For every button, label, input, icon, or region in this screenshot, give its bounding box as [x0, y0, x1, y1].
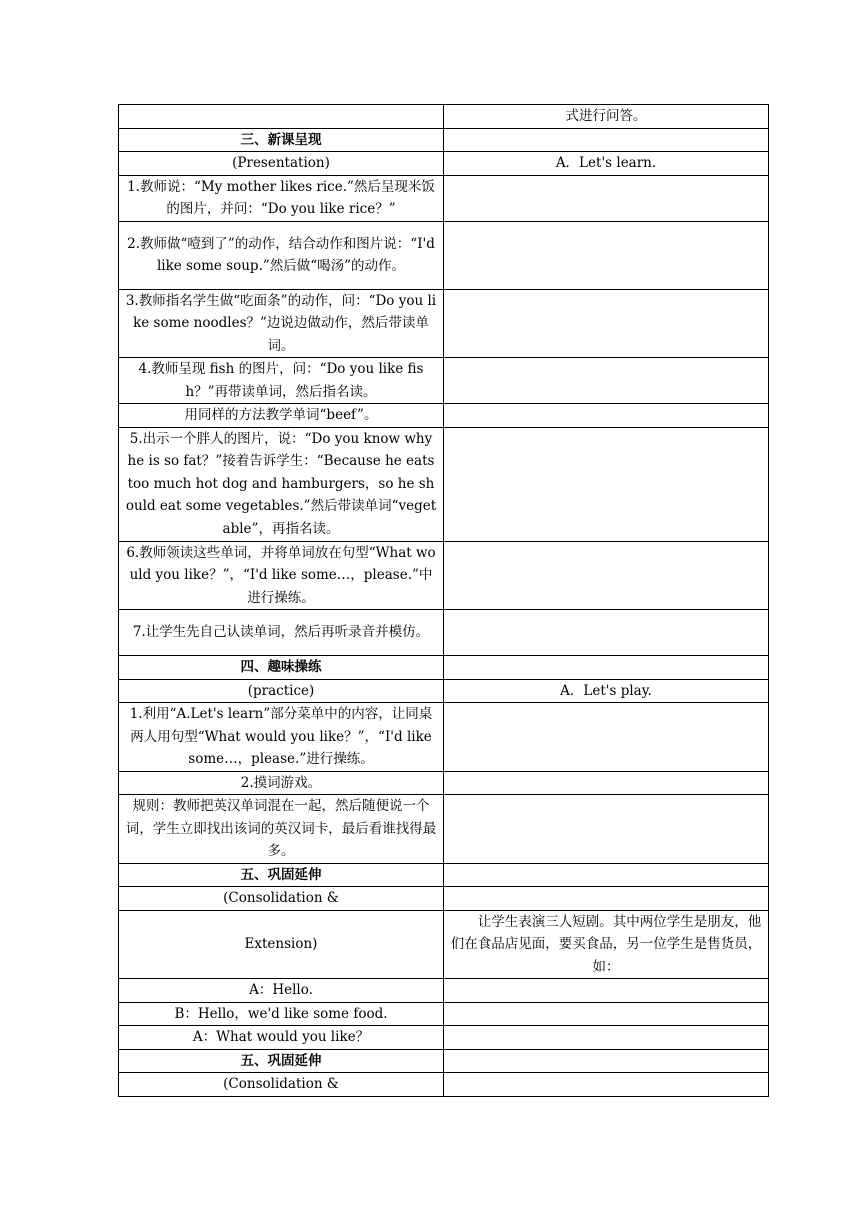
teaching-step-cell: 7.让学生先自己认读单词，然后再听录音并模仿。: [119, 610, 444, 656]
table-row: [119, 887, 769, 911]
table-row: [119, 175, 769, 221]
notes-cell: [444, 289, 769, 358]
table-row: [119, 771, 769, 795]
teaching-step-cell: 规则：教师把英汉单词混在一起，然后随便说一个词，学生立即找出该词的英汉词卡，最后看谁找得最多。: [119, 795, 444, 864]
notes-cell: [444, 358, 769, 404]
teaching-step-cell: (practice): [119, 679, 444, 703]
table-row: [119, 105, 769, 129]
table-row: [119, 427, 769, 541]
teaching-step-cell: (Consolidation &: [119, 887, 444, 911]
section-heading-cell: 三、新课呈现: [119, 128, 444, 152]
section-heading-cell: 五、巩固延伸: [119, 1049, 444, 1073]
notes-cell: [444, 863, 769, 887]
teaching-step-cell: 2.摸词游戏。: [119, 771, 444, 795]
table-row: [119, 1073, 769, 1097]
table-row: [119, 656, 769, 680]
table-row: [119, 679, 769, 703]
table-row: [119, 610, 769, 656]
teaching-step-cell: Extension): [119, 910, 444, 979]
notes-cell: [444, 427, 769, 541]
teaching-step-cell: 5.出示一个胖人的图片，说：“Do you know why he is so fat？”接着告诉学生：“Because he eats too much hot dog and hamburgers，so he should eat some vegetables.”然后带读单词“vegetable”，再指名读。: [119, 427, 444, 541]
notes-cell: [444, 703, 769, 772]
notes-cell: [444, 128, 769, 152]
table-row: [119, 221, 769, 289]
teaching-step-cell: 2.教师做“噎到了”的动作，结合动作和图片说：“I'd like some soup.”然后做“喝汤”的动作。: [119, 221, 444, 289]
table-row: [119, 1049, 769, 1073]
notes-cell: [444, 887, 769, 911]
section-heading-cell: 五、巩固延伸: [119, 863, 444, 887]
table-row: [119, 152, 769, 176]
notes-cell: [444, 656, 769, 680]
table-body: [119, 105, 769, 1097]
notes-cell: [444, 175, 769, 221]
notes-cell: [444, 795, 769, 864]
table-row: [119, 541, 769, 610]
table-row: [119, 910, 769, 979]
notes-cell: [444, 221, 769, 289]
notes-cell: [444, 541, 769, 610]
table-row: [119, 1026, 769, 1050]
notes-cell: 式进行问答。: [444, 105, 769, 129]
table-row: [119, 863, 769, 887]
lesson-plan-table: [118, 104, 769, 1097]
teaching-step-cell: 6.教师领读这些单词，并将单词放在句型“What would you like？”，“I'd like some…，please.”中进行操练。: [119, 541, 444, 610]
table-row: [119, 703, 769, 772]
teaching-step-cell: B：Hello，we'd like some food.: [119, 1002, 444, 1026]
notes-cell: [444, 979, 769, 1003]
notes-cell: A．Let's learn.: [444, 152, 769, 176]
section-heading-cell: 四、趣味操练: [119, 656, 444, 680]
table-row: [119, 1002, 769, 1026]
notes-cell: 让学生表演三人短剧。其中两位学生是朋友，他们在食品店见面，要买食品，另一位学生是售货员，如：: [444, 910, 769, 979]
teaching-step-cell: (Consolidation &: [119, 1073, 444, 1097]
table-row: [119, 358, 769, 404]
teaching-step-cell: 用同样的方法教学单词“beef”。: [119, 404, 444, 428]
table-row: [119, 404, 769, 428]
table-row: [119, 979, 769, 1003]
teaching-step-cell: 1.利用“A.Let's learn”部分菜单中的内容，让同桌两人用句型“What would you like？”，“I'd like some…，please.”进行操练。: [119, 703, 444, 772]
teaching-step-cell: 1.教师说：“My mother likes rice.”然后呈现米饭的图片，并问：“Do you like rice？”: [119, 175, 444, 221]
table-row: [119, 289, 769, 358]
teaching-step-cell: [119, 105, 444, 129]
notes-cell: [444, 1049, 769, 1073]
teaching-step-cell: (Presentation): [119, 152, 444, 176]
table-row: [119, 795, 769, 864]
notes-cell: [444, 1026, 769, 1050]
teaching-step-cell: A：Hello.: [119, 979, 444, 1003]
notes-cell: A．Let's play.: [444, 679, 769, 703]
notes-cell: [444, 404, 769, 428]
notes-cell: [444, 1073, 769, 1097]
teaching-step-cell: 4.教师呈现 fish 的图片，问：“Do you like fish？”再带读单词，然后指名读。: [119, 358, 444, 404]
notes-cell: [444, 610, 769, 656]
table-row: [119, 128, 769, 152]
notes-cell: [444, 771, 769, 795]
notes-cell: [444, 1002, 769, 1026]
teaching-step-cell: A：What would you like？: [119, 1026, 444, 1050]
teaching-step-cell: 3.教师指名学生做“吃面条”的动作，问：“Do you like some noodles？”边说边做动作，然后带读单词。: [119, 289, 444, 358]
